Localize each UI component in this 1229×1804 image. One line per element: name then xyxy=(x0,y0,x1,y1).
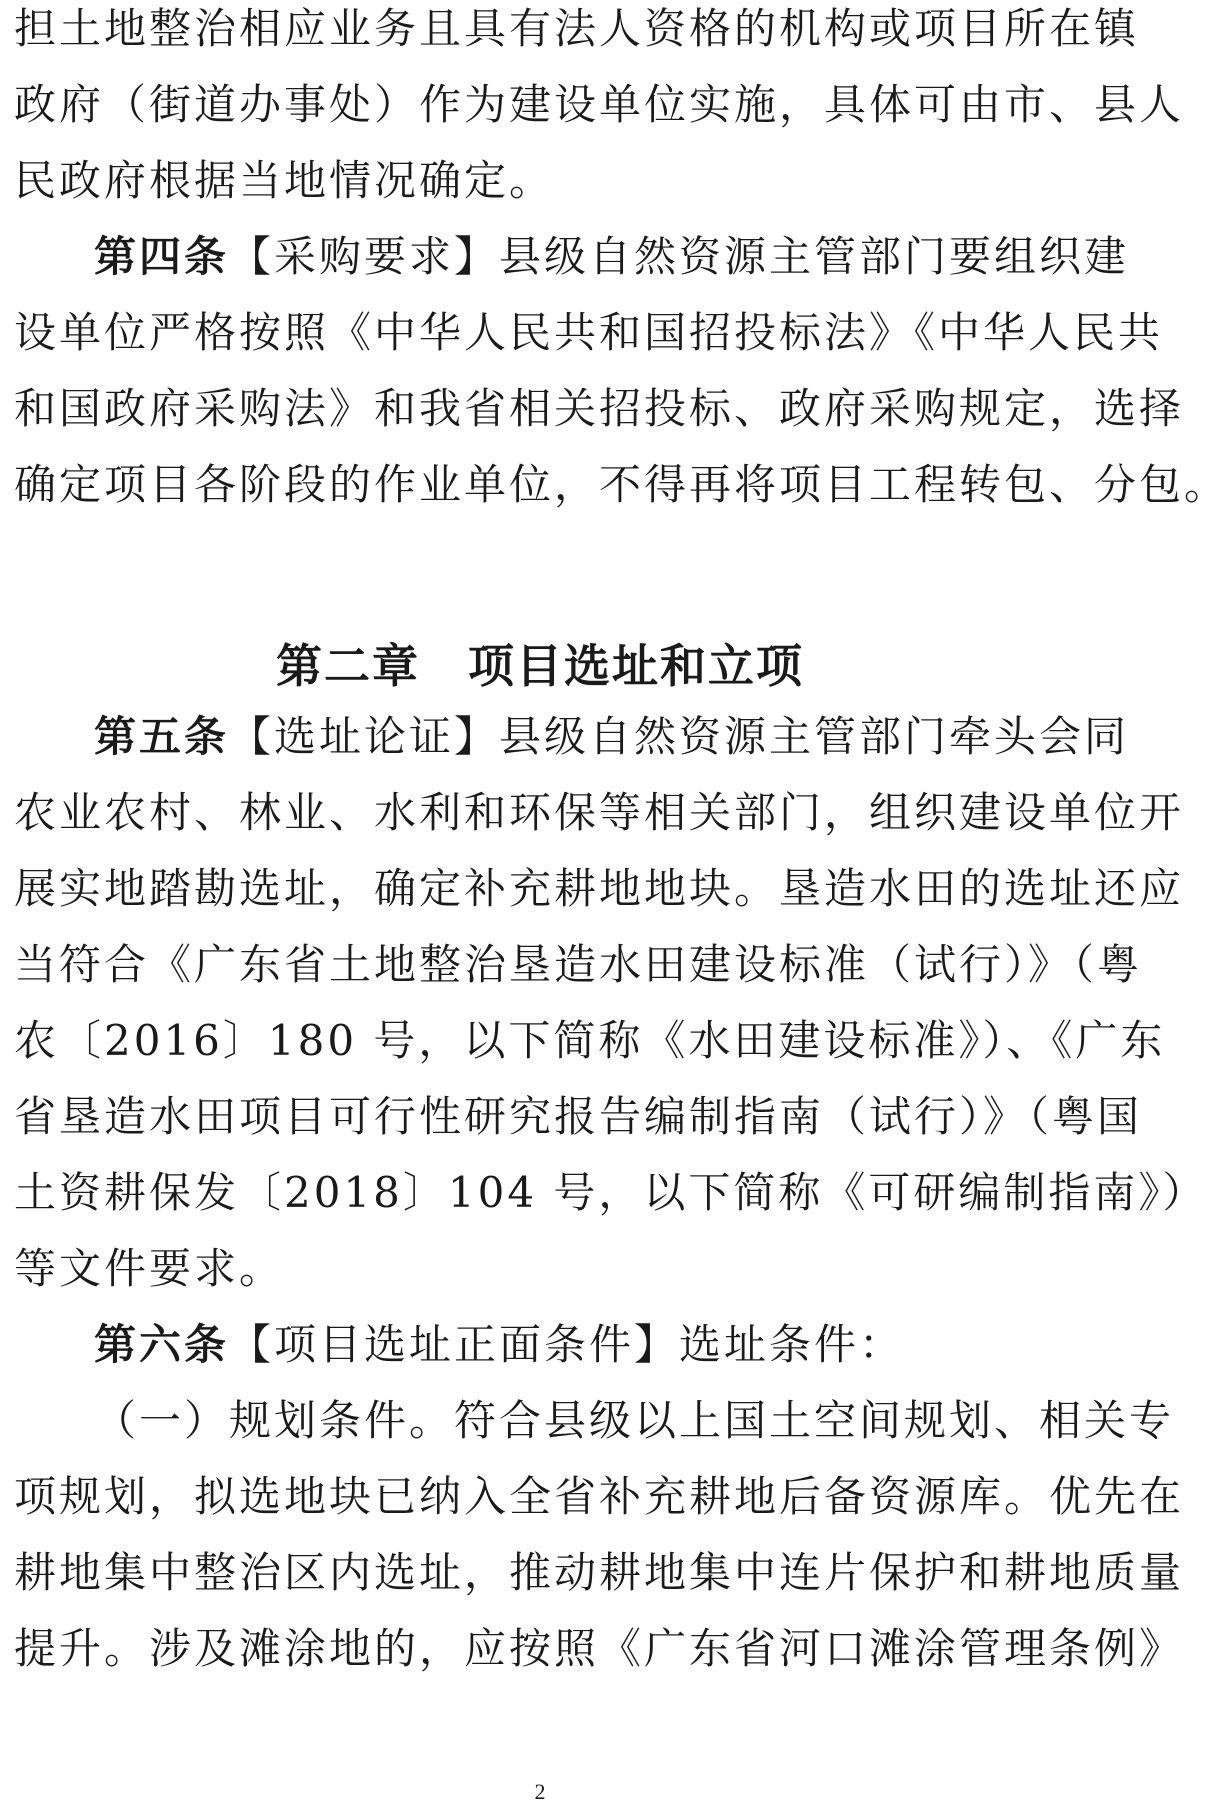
paragraph-line: 项规划，拟选地块已纳入全省补充耕地后备资源库。优先在 xyxy=(14,1472,1185,1521)
paragraph-line: 和国政府采购法》和我省相关招投标、政府采购规定，选择 xyxy=(14,384,1185,433)
paragraph-line: 民政府根据当地情况确定。 xyxy=(14,156,555,205)
paragraph-line: 提升。涉及滩涂地的，应按照《广东省河口滩涂管理条例》 xyxy=(14,1624,1185,1673)
paragraph-line: 政府（街道办事处）作为建设单位实施，具体可由市、县人 xyxy=(14,80,1185,129)
article-5-text: 【选址论证】县级自然资源主管部门牵头会同 xyxy=(229,712,1130,761)
article-6-label: 第六条 xyxy=(94,1320,230,1369)
paragraph-line: 展实地踏勘选址，确定补充耕地地块。垦造水田的选址还应 xyxy=(14,864,1185,913)
paragraph-line: 农〔2016〕180 号，以下简称《水田建设标准》）、《广东 xyxy=(14,1016,1166,1065)
article-5-label: 第五条 xyxy=(94,712,230,761)
paragraph-line: 农业农村、林业、水利和环保等相关部门，组织建设单位开 xyxy=(14,788,1185,837)
paragraph-line: 当符合《广东省土地整治垦造水田建设标准（试行）》（粤 xyxy=(14,940,1143,989)
article-5-first-line xyxy=(94,712,1130,762)
paragraph-line: 耕地集中整治区内选址，推动耕地集中连片保护和耕地质量 xyxy=(14,1548,1185,1597)
paragraph-line: 设单位严格按照《中华人民共和国招投标法》《中华人民共 xyxy=(14,308,1164,357)
article-4-label: 第四条 xyxy=(94,232,230,281)
chapter-heading: 第二章 项目选址和立项 xyxy=(276,639,804,693)
page-number: 2 xyxy=(534,1779,546,1804)
article-4-first-line xyxy=(94,232,1130,282)
paragraph-line: 担土地整治相应业务且具有法人资格的机构或项目所在镇 xyxy=(14,4,1140,53)
article-4-text: 【采购要求】县级自然资源主管部门要组织建 xyxy=(229,232,1130,281)
paragraph-line: 土资耕保发〔2018〕104 号，以下简称《可研编制指南》） xyxy=(14,1168,1208,1217)
paragraph-line: 等文件要求。 xyxy=(14,1244,285,1293)
article-6-first-line xyxy=(94,1320,1066,1370)
paragraph-line: 省垦造水田项目可行性研究报告编制指南（试行）》（粤国 xyxy=(14,1092,1143,1141)
article-6-text: 【项目选址正面条件】选址条件： xyxy=(229,1320,905,1369)
item-1-first-line: （一）规划条件。符合县级以上国土空间规划、相关专 xyxy=(94,1396,1175,1445)
paragraph-line: 确定项目各阶段的作业单位，不得再将项目工程转包、分包。 xyxy=(14,460,1229,509)
